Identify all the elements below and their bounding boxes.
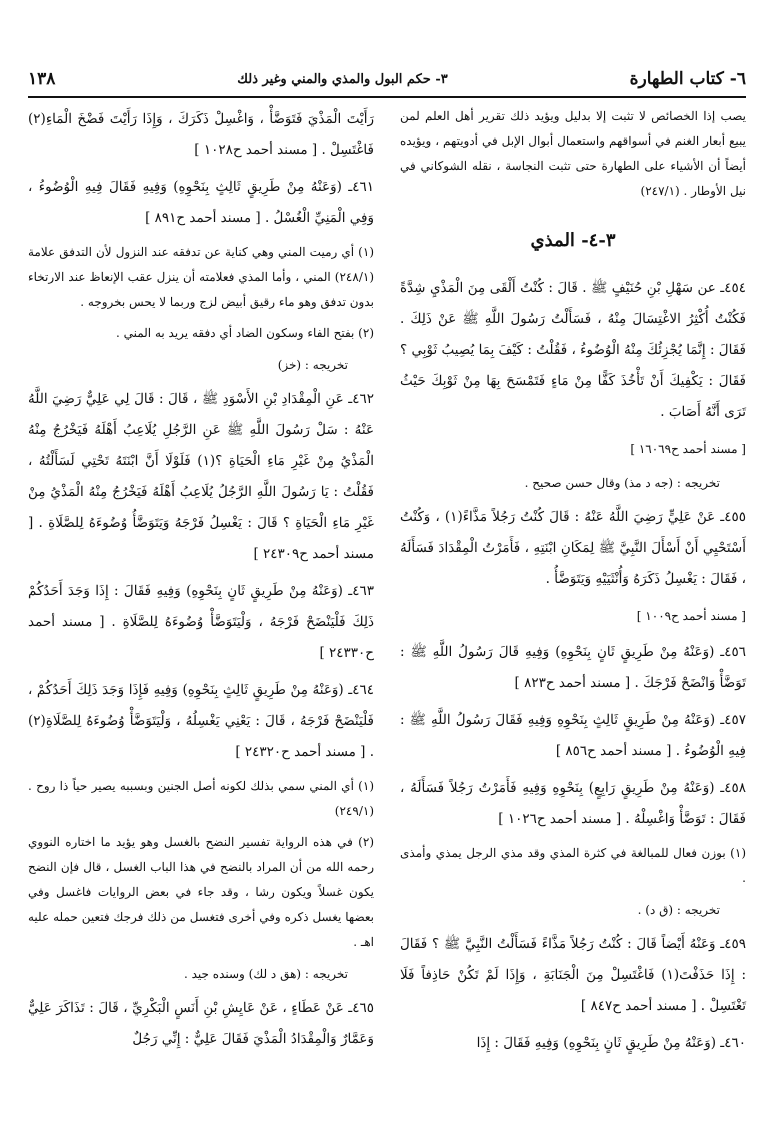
takhrij-right-2: تخريجه : (ق د) . bbox=[637, 903, 720, 917]
chapter-title: ٦- كتاب الطهارة bbox=[629, 69, 746, 89]
hadith-460-continued: رَأَيْتَ الْمَذْيَ فَتَوَضَّأْ ، وَاغْسِلْ ذَكَرَكَ ، وَإِذَا رَأَيْتَ فَضْخَ الْمَاءِ(٢) فَاغْتَسِلْ . [ مسند أحمد ح١٠٢٨ ] bbox=[28, 111, 374, 158]
hadith-463: ٤٦٣ـ (وَعَنْهُ مِنْ طَرِيقٍ ثَانٍ بِنَحْوِهِ) وَفِيهِ فَقَالَ : إِذَا وَجَدَ أَحَدُكُمْ ذَلِكَ فَلْيَنْضَحْ فَرْجَهُ ، وَلْيَتَوَضَّأْ وُضُوءَهُ لِلصَّلَاةِ . [ مسند أحمد ح٢٤٣٣٠ ] bbox=[28, 583, 374, 661]
takhrij-left-2: تخريجه : (هق د لك) وسنده جيد . bbox=[184, 967, 348, 981]
hadith-464: ٤٦٤ـ (وَعَنْهُ مِنْ طَرِيقٍ ثَالِثٍ بِنَحْوِهِ) وَفِيهِ فَإِذَا وَجَدَ ذَلِكَ أَحَدُكُمْ ، فَلْيَنْضَحْ فَرْجَهُ ، قَالَ : يَعْنِي يَغْسِلُهُ ، وَلْيَتَوَضَّأْ وُضُوءَهُ لِلصَّلَاةِ(٢) . [ مسند أحمد ح٢٤٣٢٠ ] bbox=[28, 682, 374, 760]
left-column bbox=[28, 104, 374, 1061]
takhrij-454: تخريجه : (جه د مذ) وقال حسن صحيح . bbox=[524, 476, 720, 490]
footnote-left-3: (١) أي المني سمي بذلك لكونه أصل الجنين وبسببه يصير حياً ذا روح . (٢٤٩/١) bbox=[28, 779, 374, 818]
hadith-458: ٤٥٨ـ (وَعَنْهُ مِنْ طَرِيقٍ رَابِعٍ) بِنَحْوِهِ وَفِيهِ فَأَمَرْتُ رَجُلاً فَسَأَلَهُ ، فَقَالَ : تَوَضَّأْ وَاغْسِلْهُ . [ مسند أحمد ح١٠٢٦ ] bbox=[400, 780, 746, 827]
hadith-462: ٤٦٢ـ عَنِ الْمِقْدَادِ بْنِ الأَسْوَدِ ﷺ ، قَالَ : قَالَ لِي عَلِيٌّ رَضِيَ اللَّهُ عَنْهُ : سَلْ رَسُولَ اللَّهِ ﷺ عَنِ الرَّجُلِ يُلَاعِبُ أَهْلَهُ فَيَخْرُجُ مِنْهُ الْمَذْيُ مِنْ غَيْرِ مَاءِ الْحَيَاةِ ؟(١) فَلَوْلَا أَنَّ ابْنَتَهُ تَحْتِي لَسَأَلْتُهُ ، فَقُلْتُ : يَا رَسُولَ اللَّهِ الرَّجُلُ يُلَاعِبُ أَهْلَهُ فَيَخْرُجُ مِنْهُ الْمَذْيُ مِنْ غَيْرِ مَاءِ الْحَيَاةِ ؟ قَالَ : يَغْسِلُ فَرْجَهُ وَيَتَوَضَّأُ وُضُوءَهُ لِلصَّلَاةِ . [ مسند أحمد ح٢٤٣٠٩ ] bbox=[28, 391, 374, 562]
footnote-right-1: (١) بوزن فعال للمبالغة في كثرة المذي وقد مذي الرجل يمذي وأمذى . bbox=[400, 846, 746, 885]
hadith-457: ٤٥٧ـ (وَعَنْهُ مِنْ طَرِيقٍ ثَالِثٍ بِنَحْوِهِ وَفِيهِ فَقَالَ رَسُولُ اللَّهِ ﷺ : فِيهِ الْوُضُوءُ . [ مسند أحمد ح٨٥٦ ] bbox=[400, 712, 746, 759]
takhrij-left-1: تخريجه : (خز) bbox=[277, 358, 348, 372]
hadith-460: ٤٦٠ـ (وَعَنْهُ مِنْ طَرِيقٍ ثَانٍ بِنَحْوِهِ) وَفِيهِ فَقَالَ : إِذَا bbox=[476, 1035, 746, 1051]
hadith-461: ٤٦١ـ (وَعَنْهُ مِنْ طَرِيقٍ ثَالِثٍ بِنَحْوِهِ) وَفِيهِ فَقَالَ فِيهِ الْوُضُوءُ ، وَفِي الْمَنِيِّ الْغُسْلُ . [ مسند أحمد ح٨٩١ ] bbox=[28, 179, 374, 226]
hadith-455: ٤٥٥ـ عَنْ عَلِيٍّ رَضِيَ اللَّهُ عَنْهُ : قَالَ كُنْتُ رَجُلاً مَذَّاءً(١) ، وَكُنْتُ أَسْتَحْيِي أَنْ أَسْأَلَ النَّبِيَّ ﷺ لِمَكَانِ ابْنَتِهِ ، فَأَمَرْتُ الْمِقْدَادَ فَسَأَلَهُ ، فَقَالَ : يَغْسِلُ ذَكَرَهُ وَأُنْثَيَيْهِ وَيَتَوَضَّأُ . bbox=[400, 509, 747, 587]
section-heading: ٣-٤- المذي bbox=[530, 230, 616, 251]
right-column bbox=[400, 104, 746, 1065]
footnote-left-1: (١) أي رميت المني وهي كناية عن تدفقه عند النزول لأن التدفق علامة (٢٤٨/١) المني ، وأما المذي فعلامته أن ينزل عقب الإنعاظ عند الارتخاء بدون تدفق وهو ماء رقيق أبيض لزج وربما لا يحس بخروجه . bbox=[28, 245, 374, 309]
reference-455: [ مسند أحمد ح١٠٠٩ ] bbox=[636, 609, 746, 623]
reference-454: [ مسند أحمد ح١٦٠٦٩ ] bbox=[630, 442, 746, 456]
page-header bbox=[28, 62, 746, 98]
intro-paragraph: يصب إذا الخصائص لا تثبت إلا بدليل ويؤيد ذلك تقرير أهل العلم لمن يبيع أبعار الغنم في أسواقهم واستعمال أبوال الإبل في أدويتهم ، ويؤيده أيضاً أن الأشياء على الطهارة حتى تثبت النجاسة ، نقله الشوكاني في نيل الأوطار . (٢٤٧/١) bbox=[400, 109, 746, 198]
hadith-465: ٤٦٥ـ عَنْ عَطَاءٍ ، عَنْ عَايِشِ بْنِ أَنَسٍ الْبَكْرِيِّ ، قَالَ : تَذَاكَرَ عَلِيٌّ وَعَمَّارٌ وَالْمِقْدَادُ الْمَذْيَ فَقَالَ عَلِيٌّ : إِنِّي رَجُلٌ bbox=[28, 1000, 374, 1047]
hadith-459: ٤٥٩ـ وَعَنْهُ أَيْضاً قَالَ : كُنْتُ رَجُلاً مَذَّاءً فَسَأَلْتُ النَّبِيَّ ﷺ ؟ فَقَالَ : إِذَا حَذَفْتَ(١) فَاغْتَسِلْ مِنَ الْجَنَابَةِ ، وَإِذَا لَمْ تَكُنْ حَاذِفاً فَلَا تَغْتَسِلْ . [ مسند أحمد ح٨٤٧ ] bbox=[400, 936, 746, 1014]
hadith-454: ٤٥٤ـ عن سَهْلِ بْنِ حُنَيْفٍ ﷺ . قَالَ : كُنْتُ أَلْقَى مِنَ الْمَذْيِ شِدَّةً فَكُنْتُ أُكْثِرُ الاغْتِسَالَ مِنْهُ ، فَسَأَلْتُ رَسُولَ اللَّهِ ﷺ عَنْ ذَلِكَ . فَقَالَ : إِنَّمَا يُجْزِئُكَ مِنْهُ الْوُضُوءُ ، فَقُلْتُ : كَيْفَ بِمَا يُصِيبُ ثَوْبِي ؟ فَقَالَ : يَكْفِيكَ أَنْ تَأْخُذَ كَفًّا مِنْ مَاءٍ فَتَمْسَحَ بِهَا مِنْ ثَوْبِكَ حَيْثُ تَرَى أَنَّهُ أَصَابَ . bbox=[400, 280, 746, 420]
hadith-456: ٤٥٦ـ (وَعَنْهُ مِنْ طَرِيقٍ ثَانٍ بِنَحْوِهِ) وَفِيهِ قَالَ رَسُولُ اللَّهِ ﷺ : تَوَضَّأْ وَانْضَحْ فَرْجَكَ . [ مسند أحمد ح٨٢٣ ] bbox=[400, 644, 746, 691]
footnote-left-4: (٢) في هذه الرواية تفسير النضح بالغسل وهو يؤيد ما اختاره النووي رحمه الله من أن المراد بالنضح في هذا الباب الغسل ، قال فإن النضح يكون غسلاً ويكون رشا ، وقد جاء في بعض الروايات فاغسل وفي بعضها يغسل ذكره وفي أخرى فتغسل من ذلك فرجك فتعين حمله عليه اهـ . bbox=[28, 835, 374, 949]
section-title-header: ٣- حكم البول والمذي والمني وغير ذلك bbox=[237, 71, 448, 87]
footnote-left-2: (٢) بفتح الفاء وسكون الضاد أي دفقه يريد به المني . bbox=[115, 326, 374, 340]
page-number: ١٣٨ bbox=[28, 69, 56, 89]
